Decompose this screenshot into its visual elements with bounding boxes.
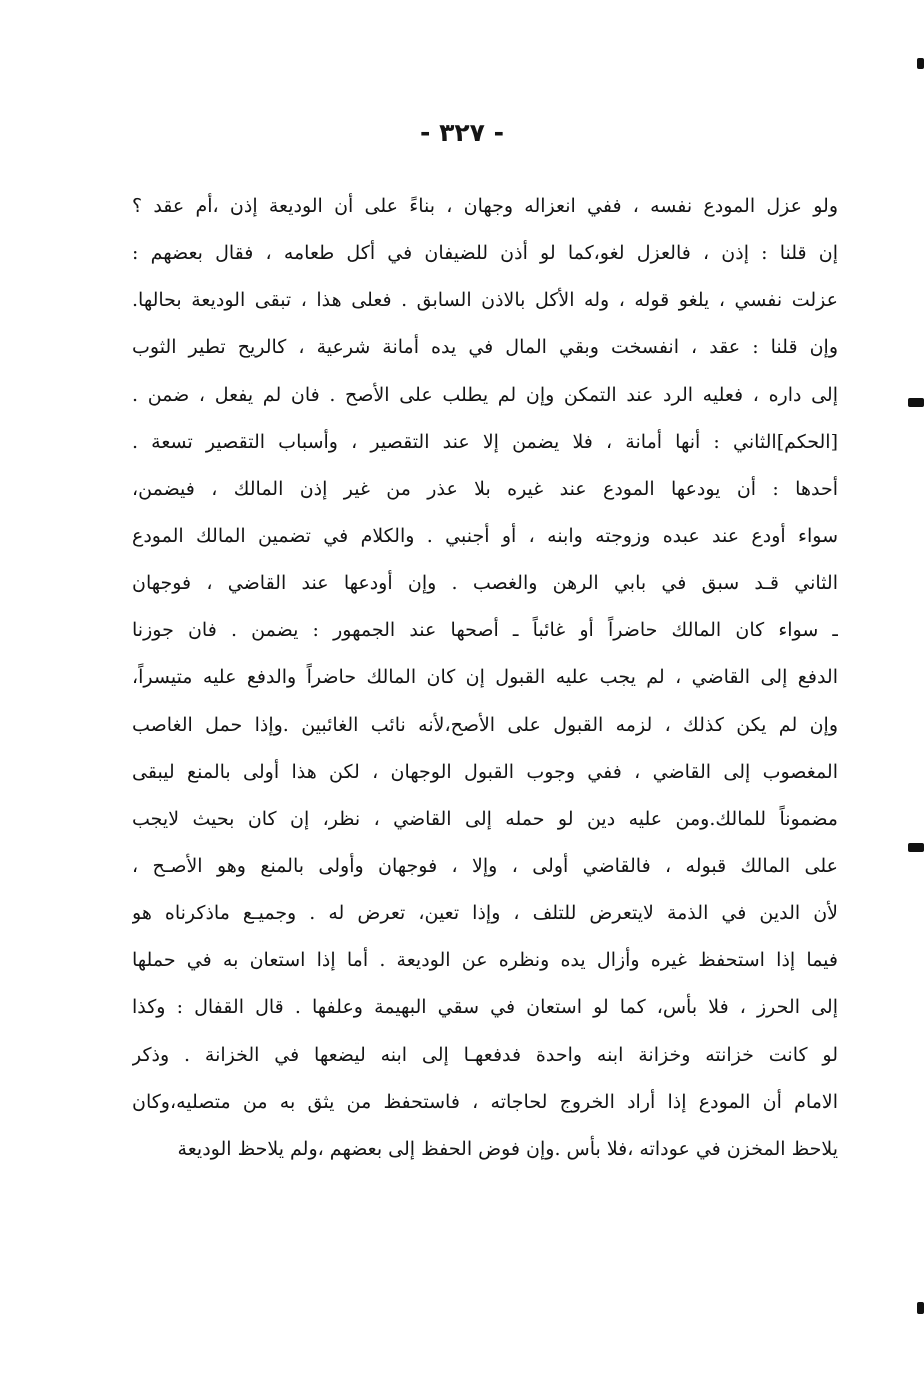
text-line-8: سواء أودع عند عبده وزوجته وابنه ، أو أجنبي . والكلام في تضمين المالك المودع [132,524,838,547]
text-line-11: الدفع إلى القاضي ، لم يجب عليه القبول إن كان المالك حاضراً والدفع عليه متيسراً، [132,666,838,689]
text-line-3: عزلت نفسي ، يلغو قوله ، وله الأكل بالاذن السابق . فعلى هذا ، تبقى الوديعة بحالها. [132,289,838,312]
text-line-7: أحدها : أن يودعها المودع عند غيره بلا عذر من غير إذن المالك ، فيضمن، [132,477,838,500]
text-line-20: الامام أن المودع إذا أراد الخروج لحاجاته ، فاستحفظ من يثق به من متصليه،وكان [132,1090,838,1113]
text-line-10: ـ سواء كان المالك حاضراً أو غائباً ـ أصحها عند الجمهور : يضمن . فان جوزنا [132,619,838,642]
text-line-13: المغصوب إلى القاضي ، ففي وجوب القبول الوجهان ، لكن هذا أولى بالمنع ليبقى [132,760,838,783]
text-line-17: فيما إذا استحفظ غيره وأزال يده ونظره عن الوديعة . أما إذا استعان به في حملها [132,949,838,972]
text-line-6: [الحكم]الثاني : أنها أمانة ، فلا يضمن إلا عند التقصير ، وأسباب التقصير تسعة . [132,430,838,453]
scan-edge-mark [917,1302,924,1314]
text-line-15: على المالك قبوله ، فالقاضي أولى ، وإلا ، فوجهان وأولى بالمنع وهو الأصـح ، [132,854,838,877]
scan-edge-mark [917,58,924,69]
text-line-5: إلى داره ، فعليه الرد عند التمكن وإن لم يطلب على الأصح . فان لم يفعل ، ضمن . [132,383,838,406]
text-line-18: إلى الحرز ، فلا بأس، كما لو استعان في سقي البهيمة وعلفها . قال القفال : وكذا [132,996,838,1019]
text-line-16: لأن الدين في الذمة لايتعرض للتلف ، وإذا تعين، تعرض له . وجميـع ماذكرناه هو [132,902,838,925]
text-line-21: يلاحظ المخزن في عوداته ،فلا بأس .وإن فوض الحفظ إلى بعضهم ،ولم يلاحظ الوديعة [177,1137,838,1160]
text-line-1: ولو عزل المودع نفسه ، ففي انعزاله وجهان ، بناءً على أن الوديعة إذن ،أم عقد ؟ [132,195,838,217]
text-line-9: الثاني قـد سبق في بابي الرهن والغصب . وإن أودعها عند القاضي ، فوجهان [132,572,838,595]
text-line-14: مضموناً للمالك.ومن عليه دين لو حمله إلى القاضي ، نظر، إن كان بحيث لايجب [132,807,838,830]
text-line-19: لو كانت خزانته وخزانة ابنه واحدة فدفعهـا إلى ابنه ليضعها في الخزانة . وذكر [132,1043,838,1066]
scan-edge-mark [908,398,924,407]
scan-edge-mark [908,843,924,852]
text-line-12: وإن لم يكن كذلك ، لزمه القبول على الأصح،لأنه نائب الغائبين .وإذا حمل الغاصب [132,713,838,736]
text-line-2: إن قلنا : إذن ، فالعزل لغو،كما لو أذن للضيفان في أكل طعامه ، فقال بعضهم : [132,242,838,265]
text-line-4: وإن قلنا : عقد ، انفسخت وبقي المال في يده أمانة شرعية ، كالريح تطير الثوب [132,336,838,359]
page-number: - ٣٢٧ - [420,118,504,147]
body-text [132,183,838,1173]
